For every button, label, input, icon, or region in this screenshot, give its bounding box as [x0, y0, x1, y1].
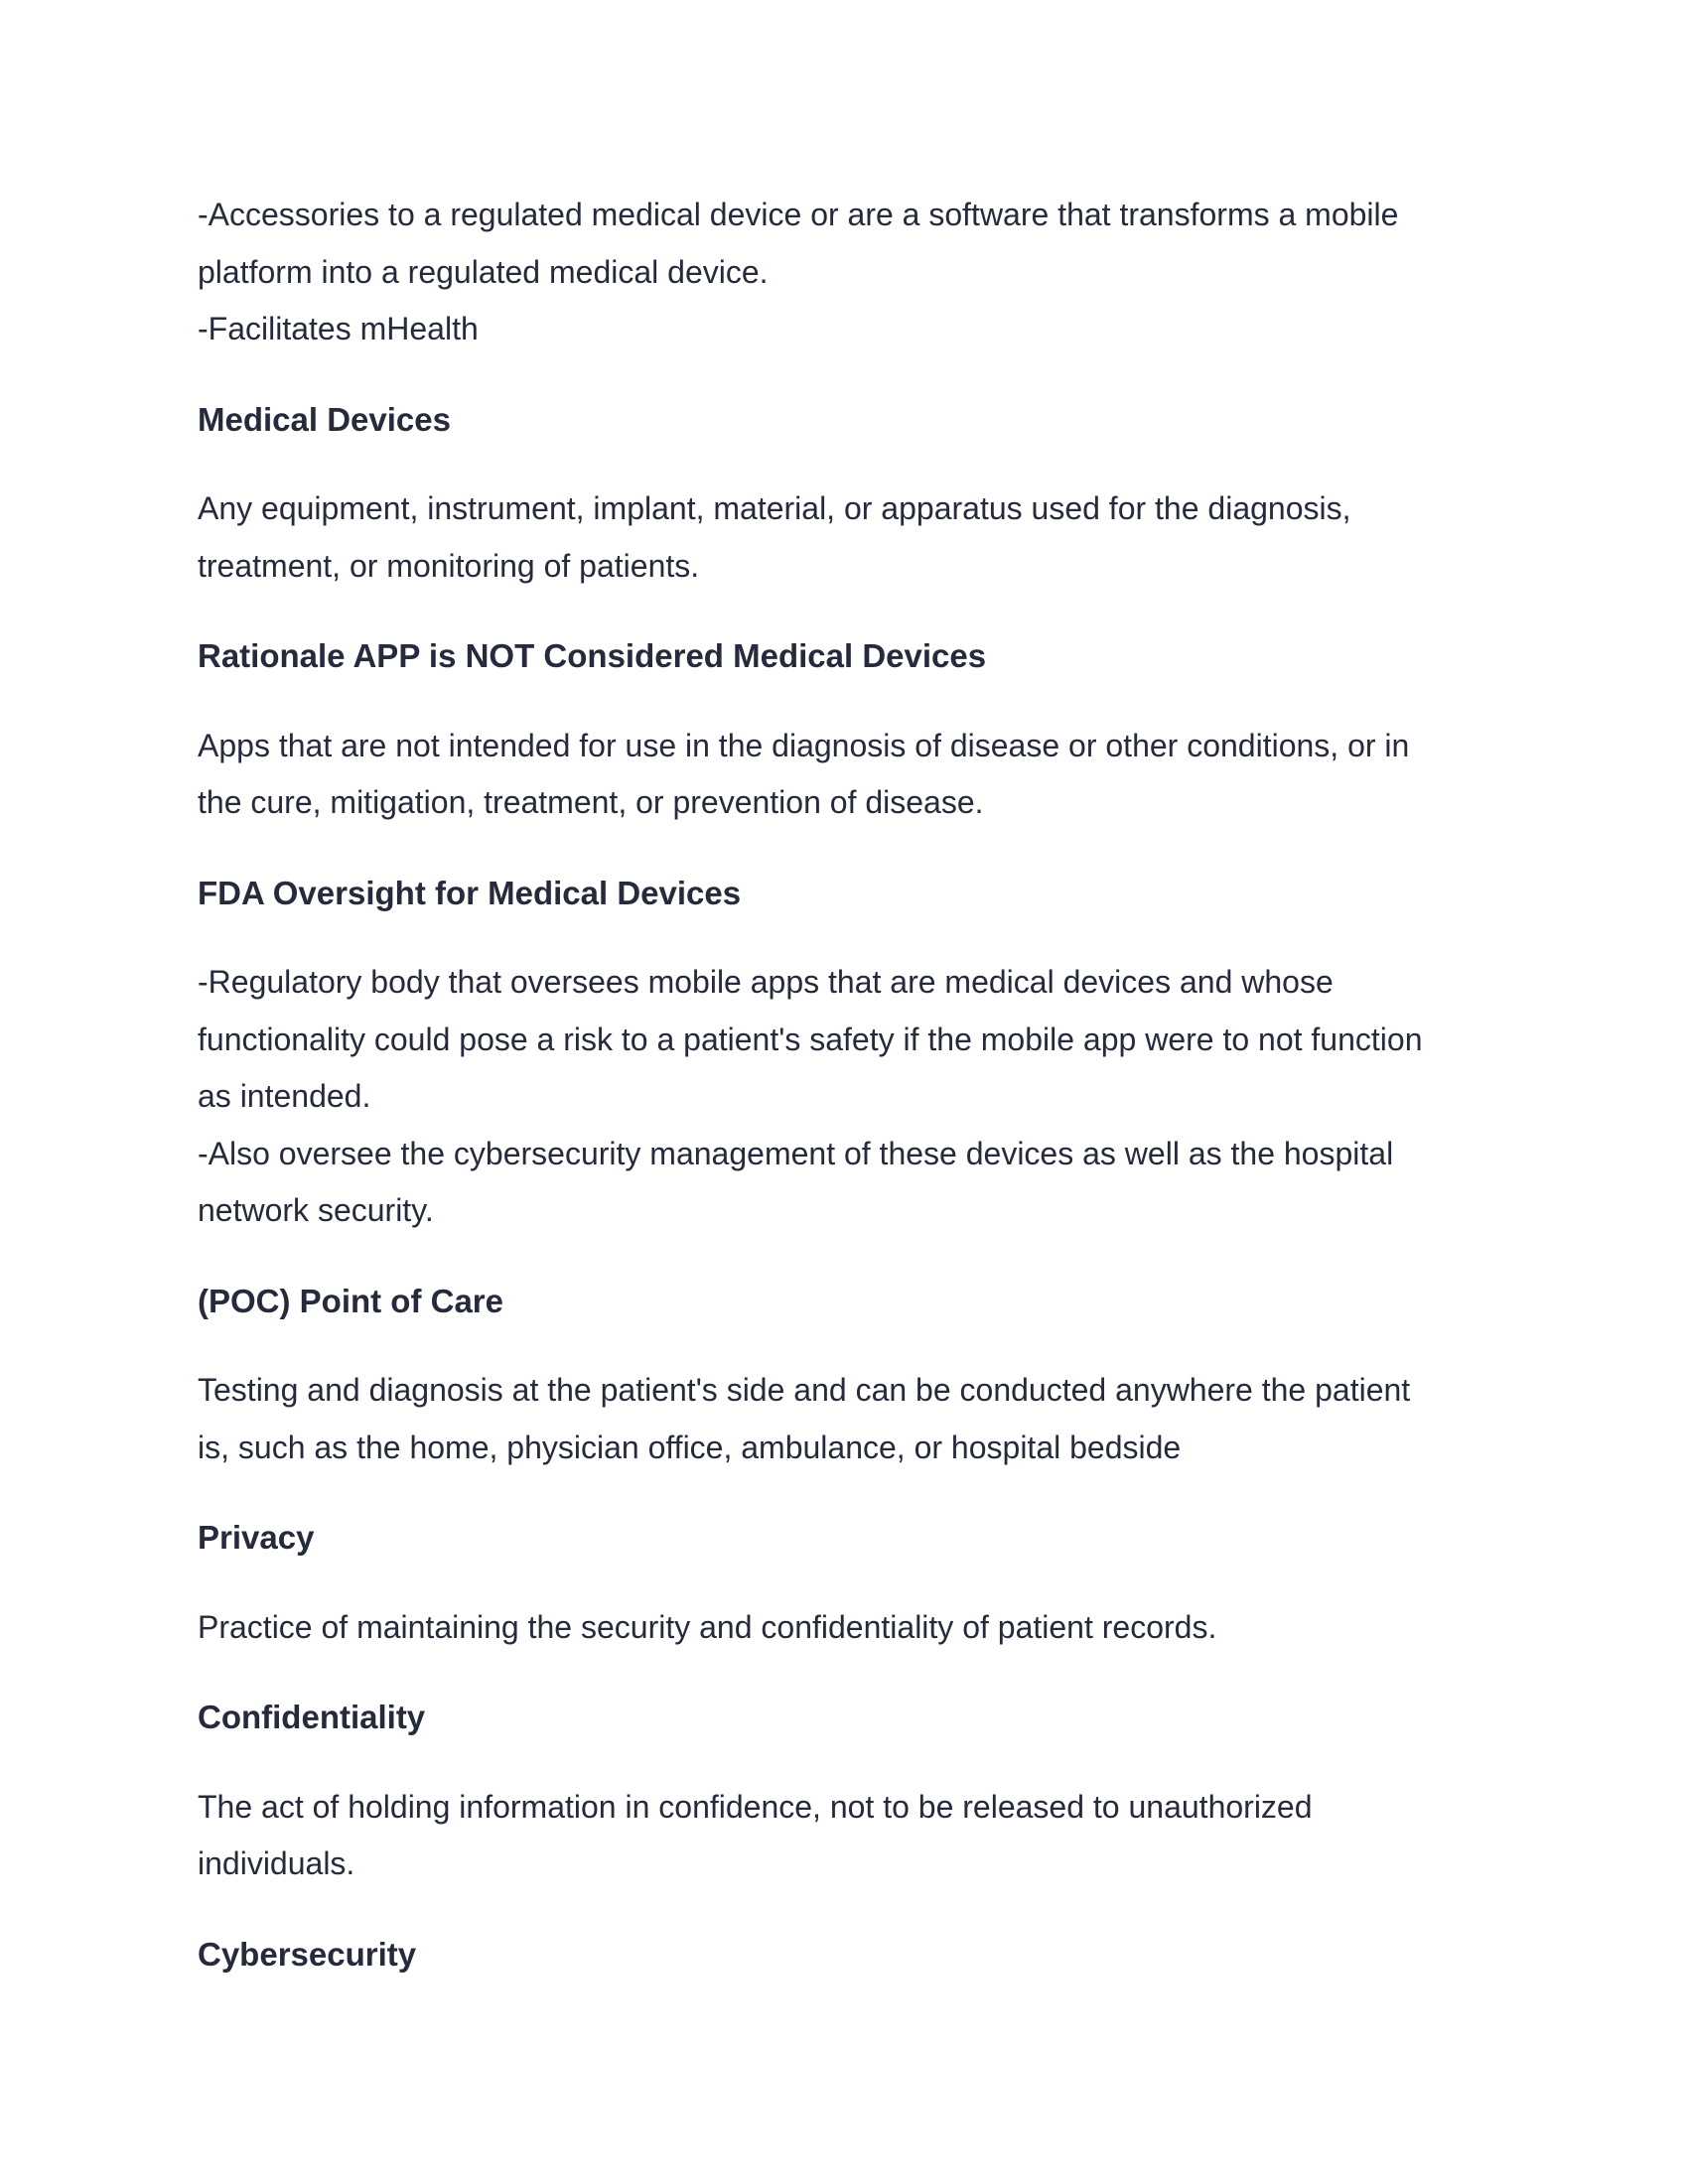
document-page: [198, 187, 1498, 2015]
heading-confidentiality: Confidentiality: [198, 1699, 426, 1735]
heading-medical-devices: Medical Devices: [198, 400, 451, 438]
body-confidentiality: The act of holding information in confidence, not to be released to unauthorized individuals.: [198, 1788, 1313, 1881]
heading-cybersecurity: Cybersecurity: [198, 1935, 417, 1973]
heading-point-of-care: (POC) Point of Care: [198, 1282, 504, 1319]
intro-paragraph: -Accessories to a regulated medical device or are a software that transforms a mobile platform into a regulated medical device.: [198, 197, 1399, 290]
body-fda-oversight: -Regulatory body that oversees mobile apps that are medical devices and whose functionality could pose a risk to a patient's safety if the mobile app were to not function as intended. -Also oversee the cybersecurity management of these devices as well as the hospital network security.: [198, 964, 1423, 1228]
heading-rationale-app: Rationale APP is NOT Considered Medical Devices: [198, 637, 987, 674]
body-rationale-app: Apps that are not intended for use in the diagnosis of disease or other conditions, or in the cure, mitigation, treatment, or prevention of disease.: [198, 727, 1410, 820]
intro-bullet-mhealth: -Facilitates mHealth: [198, 311, 479, 346]
body-privacy: Practice of maintaining the security and confidentiality of patient records.: [198, 1608, 1217, 1645]
heading-fda-oversight: FDA Oversight for Medical Devices: [198, 874, 742, 911]
body-medical-devices: Any equipment, instrument, implant, material, or apparatus used for the diagnosis, treatment, or monitoring of patients.: [198, 490, 1351, 584]
body-point-of-care: Testing and diagnosis at the patient's side and can be conducted anywhere the patient is, such as the home, physician office, ambulance, or hospital bedside: [198, 1372, 1411, 1465]
heading-privacy: Privacy: [198, 1519, 315, 1556]
